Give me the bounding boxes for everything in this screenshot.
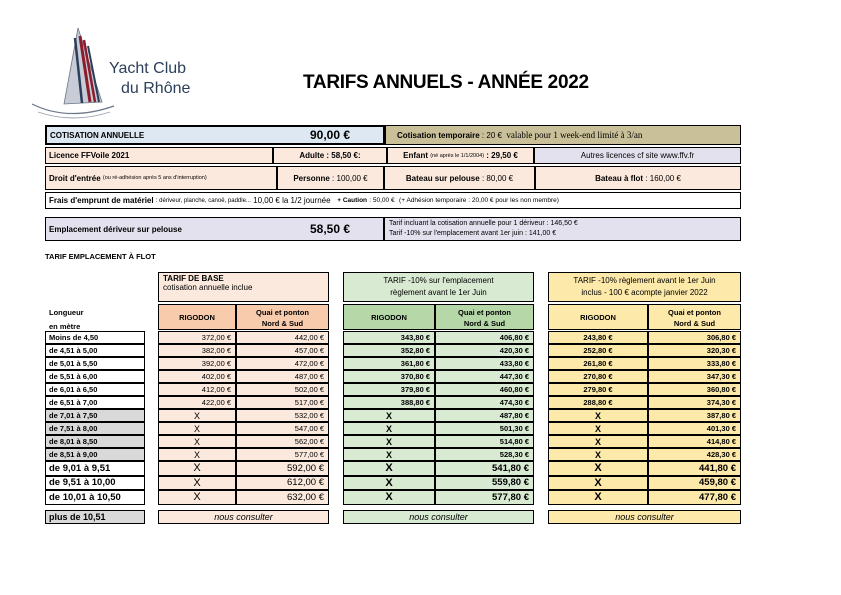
price-cell: 374,30 € — [648, 396, 741, 409]
price-cell: 414,80 € — [648, 435, 741, 448]
price-cell: 261,80 € — [548, 357, 648, 370]
adulte-price: Adulte : 58,50 €: — [273, 147, 387, 164]
price-cell: 477,80 € — [648, 490, 741, 505]
price-cell: 447,30 € — [435, 370, 534, 383]
unavailable-cell: X — [158, 422, 236, 435]
price-cell: 442,00 € — [236, 331, 329, 344]
enfant-label: Enfant — [403, 151, 428, 160]
price-cell: 472,00 € — [236, 357, 329, 370]
price-cell: 441,80 € — [648, 461, 741, 476]
col-quai-acompte — [648, 304, 741, 330]
price-cell: 343,80 € — [343, 331, 435, 344]
price-cell: 270,80 € — [548, 370, 648, 383]
droit-entree-label — [45, 166, 277, 190]
price-cell: 288,80 € — [548, 396, 648, 409]
bateau-flot-label: Bateau à flot — [595, 173, 644, 183]
price-cell: 433,80 € — [435, 357, 534, 370]
unavailable-cell: X — [548, 409, 648, 422]
unavailable-cell: X — [343, 461, 435, 476]
unavailable-cell: X — [343, 422, 435, 435]
autres-licences: Autres licences cf site www.ffv.fr — [534, 147, 741, 164]
price-cell: 517,00 € — [236, 396, 329, 409]
logo-text-line1: Yacht Club — [109, 60, 187, 77]
licence-label: Licence FFVoile 2021 — [45, 147, 273, 164]
group-tarif-base — [158, 272, 329, 302]
price-cell: 487,00 € — [236, 370, 329, 383]
row-length-label: de 9,01 à 9,51 — [45, 461, 145, 476]
price-cell: 401,30 € — [648, 422, 741, 435]
unavailable-cell: X — [343, 490, 435, 505]
personne-label: Personne — [293, 173, 330, 183]
frais-note: : dériveur, planche, canoë, paddle... — [155, 197, 251, 204]
unavailable-cell: X — [548, 461, 648, 476]
row-length-label: de 7,01 à 7,50 — [45, 409, 145, 422]
longueur-line2: en mètre — [49, 322, 81, 331]
enfant-note: (né après le 1/1/2004) — [430, 152, 485, 159]
enfant-price — [387, 147, 534, 164]
enfant-value: : 29,50 € — [486, 151, 518, 160]
frais-label: Frais d'emprunt de matériel — [49, 196, 154, 205]
price-cell: 457,00 € — [236, 344, 329, 357]
cotisation-label-text: COTISATION ANNUELLE — [50, 130, 145, 140]
group-base-line1: TARIF DE BASE — [163, 274, 224, 283]
price-cell: 612,00 € — [236, 476, 329, 491]
row-length-label: de 9,51 à 10,00 — [45, 476, 145, 491]
sailboat-logo-icon — [28, 24, 118, 124]
unavailable-cell: X — [158, 435, 236, 448]
unavailable-cell: X — [343, 476, 435, 491]
price-cell: 392,00 € — [158, 357, 236, 370]
section-title: TARIF EMPLACEMENT À FLOT — [45, 252, 156, 261]
unavailable-cell: X — [548, 476, 648, 491]
price-cell: 559,80 € — [435, 476, 534, 491]
group-acompte-line1: TARIF -10% règlement avant le 1er Juin — [573, 276, 716, 285]
price-cell: 372,00 € — [158, 331, 236, 344]
row-length-label: de 5,51 à 6,00 — [45, 370, 145, 383]
logo-text-line2: du Rhône — [121, 80, 191, 97]
col-quai-10 — [435, 304, 534, 330]
cotisation-temporaire — [385, 125, 741, 145]
group-tarif-10 — [343, 272, 534, 302]
price-cell: 360,80 € — [648, 383, 741, 396]
bateau-flot-price — [535, 166, 741, 190]
bateau-pelouse-price — [384, 166, 535, 190]
footer-length-label: plus de 10,51 — [45, 510, 145, 524]
col-quai-line1: Quai et ponton — [668, 308, 721, 317]
row-length-label: de 6,51 à 7,00 — [45, 396, 145, 409]
price-cell: 474,30 € — [435, 396, 534, 409]
group-tarif-acompte — [548, 272, 741, 302]
price-cell: 501,30 € — [435, 422, 534, 435]
unavailable-cell: X — [548, 448, 648, 461]
footer-consult-10 — [343, 510, 534, 524]
consult-text: nous consulter — [214, 512, 273, 522]
personne-value: : 100,00 € — [332, 173, 368, 183]
price-cell: 577,80 € — [435, 490, 534, 505]
temporaire-note: valable pour 1 week-end limité à 3/an — [506, 130, 643, 140]
row-length-label: de 4,51 à 5,00 — [45, 344, 145, 357]
price-cell: 352,80 € — [343, 344, 435, 357]
group-10-line2: règlement avant le 1er Juin — [390, 288, 487, 297]
unavailable-cell: X — [158, 409, 236, 422]
unavailable-cell: X — [343, 409, 435, 422]
price-cell: 382,00 € — [158, 344, 236, 357]
price-cell: 347,30 € — [648, 370, 741, 383]
longueur-header — [49, 306, 84, 334]
temporaire-value: : 20 € — [481, 130, 502, 140]
price-cell: 243,80 € — [548, 331, 648, 344]
row-length-label: Moins de 4,50 — [45, 331, 145, 344]
temporaire-label: Cotisation temporaire — [397, 130, 480, 140]
unavailable-cell: X — [548, 435, 648, 448]
footer-consult-base — [158, 510, 329, 524]
price-cell: 460,80 € — [435, 383, 534, 396]
col-quai-base — [236, 304, 329, 330]
row-length-label: de 10,01 à 10,50 — [45, 490, 145, 505]
bateau-flot-value: : 160,00 € — [645, 173, 681, 183]
page-title: TARIFS ANNUELS - ANNÉE 2022 — [303, 72, 589, 93]
footer-consult-acompte — [548, 510, 741, 524]
droit-note: (ou ré-adhésion après 5 ans d'interruption) — [102, 175, 207, 181]
cotisation-annuelle-value: 90,00 € — [309, 128, 351, 142]
longueur-line1: Longueur — [49, 308, 84, 317]
bateau-pelouse-value: : 80,00 € — [481, 173, 514, 183]
col-quai-line2: Nord & Sud — [261, 319, 304, 328]
price-cell: 632,00 € — [236, 490, 329, 505]
group-base-line2: cotisation annuelle inclue — [163, 283, 253, 293]
frais-value: 10,00 € la 1/2 journée — [253, 196, 331, 205]
price-cell: 420,30 € — [435, 344, 534, 357]
price-cell: 541,80 € — [435, 461, 534, 476]
price-cell: 306,80 € — [648, 331, 741, 344]
price-cell: 514,80 € — [435, 435, 534, 448]
row-length-label: de 5,01 à 5,50 — [45, 357, 145, 370]
frais-emprunt-row — [45, 192, 741, 209]
price-cell: 361,80 € — [343, 357, 435, 370]
col-rigodon-acompte: RIGODON — [548, 304, 648, 330]
price-cell: 532,00 € — [236, 409, 329, 422]
price-cell: 422,00 € — [158, 396, 236, 409]
unavailable-cell: X — [158, 476, 236, 491]
group-10-line1: TARIF -10% sur l'emplacement — [383, 276, 494, 285]
price-cell: 487,80 € — [435, 409, 534, 422]
row-length-label: de 8,51 à 9,00 — [45, 448, 145, 461]
price-cell: 252,80 € — [548, 344, 648, 357]
price-cell: 402,00 € — [158, 370, 236, 383]
price-cell: 388,80 € — [343, 396, 435, 409]
unavailable-cell: X — [343, 448, 435, 461]
row-length-label: de 7,51 à 8,00 — [45, 422, 145, 435]
price-cell: 592,00 € — [236, 461, 329, 476]
price-cell: 562,00 € — [236, 435, 329, 448]
row-length-label: de 8,01 à 8,50 — [45, 435, 145, 448]
price-cell: 547,00 € — [236, 422, 329, 435]
caution-label: + Caution — [337, 197, 368, 204]
unavailable-cell: X — [158, 461, 236, 476]
emplacement-deriveur-label: Emplacement dériveur sur pelouse — [45, 217, 384, 241]
price-cell: 370,80 € — [343, 370, 435, 383]
col-quai-line2: Nord & Sud — [463, 319, 506, 328]
group-acompte-line2: inclus - 100 € acompte janvier 2022 — [581, 288, 708, 297]
price-cell: 279,80 € — [548, 383, 648, 396]
price-cell: 320,30 € — [648, 344, 741, 357]
consult-text: nous consulter — [615, 512, 674, 522]
price-cell: 379,80 € — [343, 383, 435, 396]
price-cell: 577,00 € — [236, 448, 329, 461]
col-rigodon-10: RIGODON — [343, 304, 435, 330]
personne-price — [277, 166, 384, 190]
price-cell: 428,30 € — [648, 448, 741, 461]
unavailable-cell: X — [343, 435, 435, 448]
price-cell: 459,80 € — [648, 476, 741, 491]
price-cell: 528,30 € — [435, 448, 534, 461]
consult-text: nous consulter — [409, 512, 468, 522]
col-quai-line2: Nord & Sud — [673, 319, 716, 328]
tarif-incluant: Tarif incluant la cotisation annuelle pour 1 dériveur : 146,50 € — [389, 220, 578, 227]
unavailable-cell: X — [548, 422, 648, 435]
emplacement-tarifs-box — [384, 217, 741, 241]
caution-note: (+ Adhésion temporaire : 20,00 € pour les non membre) — [399, 197, 559, 204]
row-length-label: de 6,01 à 6,50 — [45, 383, 145, 396]
price-cell: 333,80 € — [648, 357, 741, 370]
price-cell: 412,00 € — [158, 383, 236, 396]
col-quai-line1: Quai et ponton — [256, 308, 309, 317]
col-quai-line1: Quai et ponton — [458, 308, 511, 317]
price-cell: 502,00 € — [236, 383, 329, 396]
droit-label: Droit d'entrée — [49, 173, 101, 183]
unavailable-cell: X — [158, 490, 236, 505]
price-cell: 387,80 € — [648, 409, 741, 422]
caution-value: : 50,00 € — [369, 197, 395, 204]
col-rigodon-base: RIGODON — [158, 304, 236, 330]
emplacement-deriveur-value: 58,50 € — [309, 222, 351, 236]
bateau-pelouse-label: Bateau sur pelouse — [405, 173, 480, 183]
unavailable-cell: X — [158, 448, 236, 461]
price-cell: 406,80 € — [435, 331, 534, 344]
unavailable-cell: X — [548, 490, 648, 505]
tarif-reduit: Tarif -10% sur l'emplacement avant 1er juin : 141,00 € — [389, 230, 557, 237]
